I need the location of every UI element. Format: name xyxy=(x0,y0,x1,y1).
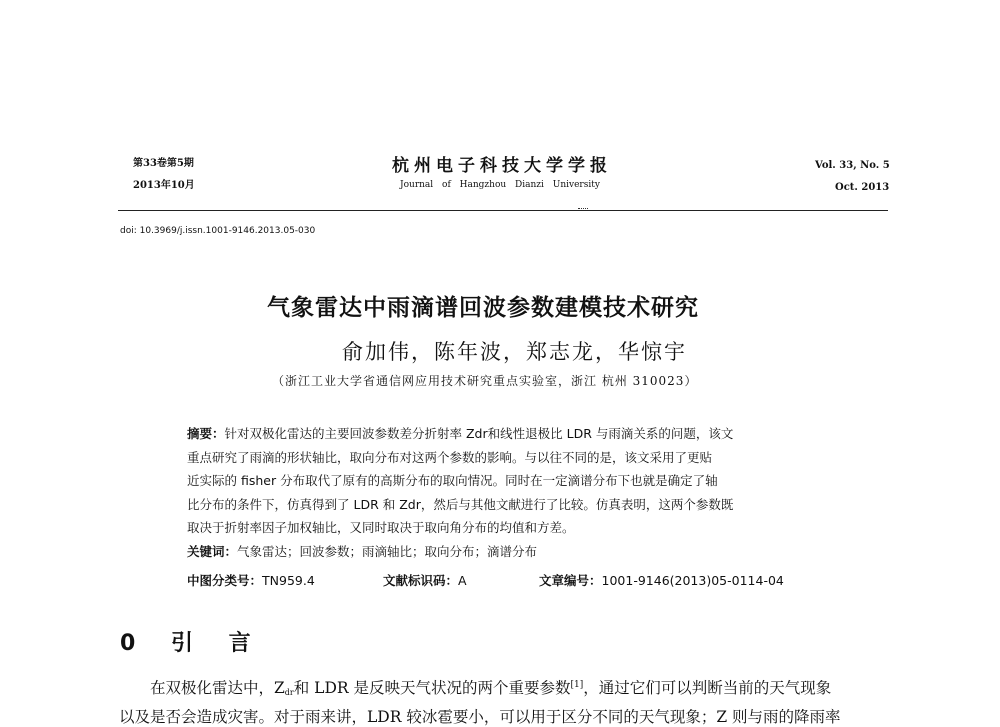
abstract-text: 针对双极化雷达的主要回波参数差分折射率 Zdr和线性退极比 LDR 与雨滴关系的问题，该文 xyxy=(224,426,734,441)
body-subscript: dr xyxy=(284,688,294,697)
abstract-line: 重点研究了雨滴的形状轴比，取向分布对这两个参数的影响。与以往不同的是，该文采用了更贴 xyxy=(187,449,713,465)
abstract-line: 比分布的条件下，仿真得到了 LDR 和 Zdr，然后与其他文献进行了比较。仿真表明，这两个参数既 xyxy=(187,496,734,512)
body-text-segment: 在双极化雷达中，Z xyxy=(150,679,285,697)
article-number-value: 1001-9146(2013)05-0114-04 xyxy=(601,573,784,588)
clc xyxy=(187,571,315,589)
clc-label: 中图分类号： xyxy=(187,573,263,588)
doc-code xyxy=(383,571,467,589)
doi: doi: 10.3969/j.issn.1001-9146.2013.05-030 xyxy=(120,226,316,236)
keywords xyxy=(187,540,827,564)
paper-title: 气象雷达中雨滴谱回波参数建模技术研究 xyxy=(267,295,699,321)
section-heading: 0 引 言 xyxy=(120,631,265,656)
clc-value: TN959.4 xyxy=(262,573,315,588)
keywords-text: 气象雷达；回波参数；雨滴轴比；取向分布；滴谱分布 xyxy=(237,543,538,559)
header-rule xyxy=(118,210,888,211)
authors: 俞加伟，陈年波，郑志龙，华惊宇 xyxy=(342,340,687,364)
header-ornament xyxy=(578,204,588,209)
date-cn: 2013年10月 xyxy=(133,180,195,191)
article-number xyxy=(539,571,784,589)
article-number-label: 文章编号： xyxy=(539,573,602,588)
abstract-line: 取决于折射率因子加权轴比，又同时取决于取向角分布的均值和方差。 xyxy=(187,520,575,535)
abstract-label: 摘要： xyxy=(187,426,225,441)
citation[interactable]: [1] xyxy=(570,679,584,690)
body-text-segment: 和 LDR 是反映天气状况的两个重要参数 xyxy=(293,679,571,697)
abstract-line xyxy=(187,422,827,446)
body-line-1 xyxy=(150,676,831,698)
journal-title-en: Journal of Hangzhou Dianzi University xyxy=(400,180,600,190)
doc-code-label: 文献标识码： xyxy=(383,573,459,588)
abstract xyxy=(187,422,827,563)
journal-title-cn: 杭州电子科技大学学报 xyxy=(392,156,612,176)
body-line-2: 以及是否会造成灾害。对于雨来讲，LDR 较冰雹要小，可以用于区分不同的天气现象；Z 则与雨的降雨率 xyxy=(119,708,841,726)
affiliation: （浙江工业大学省通信网应用技术研究重点实验室，浙江 杭州 310023） xyxy=(272,374,698,388)
doc-code-value: A xyxy=(458,573,467,588)
keywords-label: 关键词： xyxy=(187,543,238,559)
abstract-line: 近实际的 fisher 分布取代了原有的高斯分布的取向情况。同时在一定滴谱分布下也就是确定了轴 xyxy=(187,473,718,488)
volume-issue-cn: 第33卷第5期 xyxy=(133,158,194,169)
volume-issue-en: Vol. 33, No. 5 xyxy=(815,160,890,171)
body-text-segment: ，通过它们可以判断当前的天气现象 xyxy=(583,679,832,697)
date-en: Oct. 2013 xyxy=(835,182,890,193)
